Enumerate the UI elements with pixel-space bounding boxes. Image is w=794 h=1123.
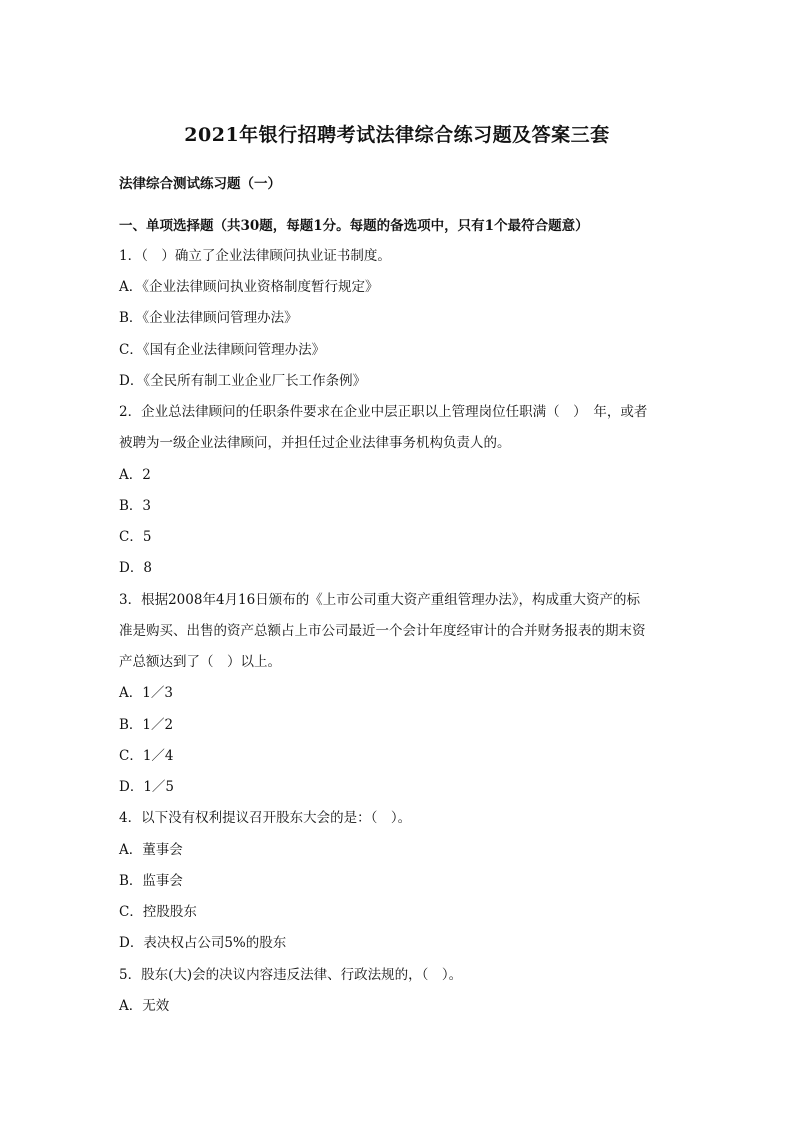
question-5: 5．股东(大)会的决议内容违反法律、行政法规的，（ ）。 (119, 967, 463, 983)
option-4d: D．表决权占公司5%的股东 (119, 935, 287, 951)
option-1a: A．《企业法律顾问执业资格制度暂行规定》 (119, 279, 379, 295)
option-1b: B．《企业法律顾问管理办法》 (119, 310, 298, 326)
question-2-line-2: 被聘为一级企业法律顾问，并担任过企业法律事务机构负责人的。 (119, 435, 511, 451)
option-4a: A．董事会 (119, 842, 183, 858)
option-2d: D．8 (119, 560, 152, 576)
question-3-line-3: 产总额达到了（ ）以上。 (119, 654, 281, 670)
option-3b: B．1／2 (119, 717, 174, 733)
option-5a: A．无效 (119, 998, 170, 1014)
option-2a: A．2 (119, 467, 151, 483)
option-2c: C．5 (119, 529, 152, 545)
question-1: 1．（ ）确立了企业法律顾问执业证书制度。 (119, 248, 391, 264)
document-subtitle: 法律综合测试练习题（一） (119, 176, 281, 192)
option-1d: D．《全民所有制工业企业厂长工作条例》 (119, 373, 367, 389)
section-heading: 一、单项选择题（共30题，每题1分。每题的备选项中，只有1个最符合题意） (119, 218, 589, 234)
option-3a: A．1／3 (119, 685, 173, 701)
question-3-line-2: 准是购买、出售的资产总额占上市公司最近一个会计年度经审计的合并财务报表的期末资 (119, 623, 646, 639)
question-4: 4．以下没有权利提议召开股东大会的是：（ ）。 (119, 810, 412, 826)
option-3c: C．1／4 (119, 748, 174, 764)
question-2-line-1: 2．企业总法律顾问的任职条件要求在企业中层正职以上管理岗位任职满（ ） 年，或者 (119, 404, 648, 420)
option-1c: C．《国有企业法律顾问管理办法》 (119, 342, 326, 358)
question-3-line-1: 3．根据2008年4月16日颁布的《上市公司重大资产重组管理办法》，构成重大资产的标 (119, 592, 640, 608)
document-title: 2021年银行招聘考试法律综合练习题及答案三套 (184, 124, 610, 146)
option-4b: B．监事会 (119, 873, 183, 889)
option-3d: D．1／5 (119, 779, 175, 795)
option-2b: B．3 (119, 498, 152, 514)
option-4c: C．控股股东 (119, 904, 197, 920)
